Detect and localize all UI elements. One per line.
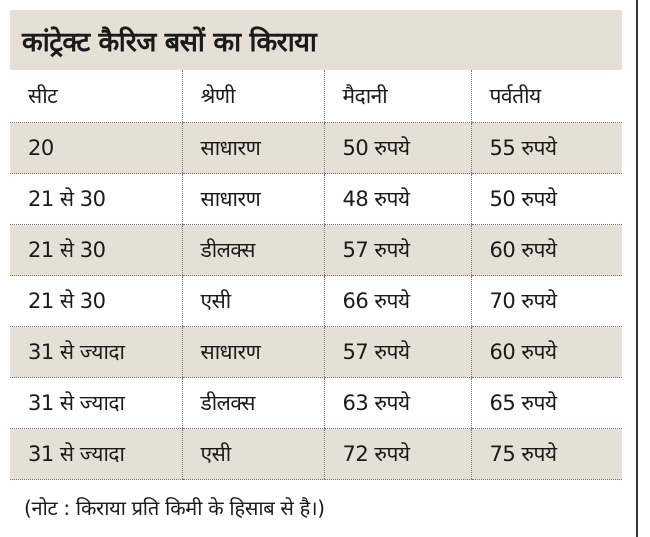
header-row [10,70,622,123]
cell-hills-fare: 70 रुपये [471,276,622,327]
cell-hills-fare: 65 रुपये [471,378,622,429]
fare-table-card [10,10,622,534]
cell-plains-fare: 50 रुपये [324,123,471,174]
cell-plains-fare: 72 रुपये [324,429,471,480]
column-header-category: श्रेणी [182,70,324,123]
cell-hills-fare: 55 रुपये [471,123,622,174]
cell-hills-fare: 60 रुपये [471,327,622,378]
cell-category: साधारण [182,123,324,174]
table-row [10,123,622,174]
cell-plains-fare: 57 रुपये [324,327,471,378]
footnote: (नोट : किराया प्रति किमी के हिसाब से है।) [24,495,325,520]
cell-hills-fare: 50 रुपये [471,174,622,225]
cell-plains-fare: 66 रुपये [324,276,471,327]
cell-seat: 20 [10,123,182,174]
cell-category: डीलक्स [182,225,324,276]
cell-seat: 21 से 30 [10,174,182,225]
page-edge-rule [636,0,638,537]
table-row [10,276,622,327]
cell-seat: 31 से ज्यादा [10,327,182,378]
column-header-plains: मैदानी [324,70,471,123]
cell-seat: 21 से 30 [10,225,182,276]
table-row [10,429,622,480]
column-header-seat: सीट [10,70,182,123]
table-row [10,225,622,276]
cell-seat: 21 से 30 [10,276,182,327]
cell-plains-fare: 48 रुपये [324,174,471,225]
table-row [10,174,622,225]
table-row [10,327,622,378]
cell-category: साधारण [182,327,324,378]
column-header-hills: पर्वतीय [471,70,622,123]
cell-seat: 31 से ज्यादा [10,378,182,429]
cell-category: एसी [182,276,324,327]
cell-plains-fare: 57 रुपये [324,225,471,276]
cell-plains-fare: 63 रुपये [324,378,471,429]
cell-seat: 31 से ज्यादा [10,429,182,480]
table-row [10,378,622,429]
fare-table [10,70,622,480]
cell-category: एसी [182,429,324,480]
cell-hills-fare: 75 रुपये [471,429,622,480]
cell-category: साधारण [182,174,324,225]
cell-hills-fare: 60 रुपये [471,225,622,276]
table-title: कांट्रेक्ट कैरिज बसों का किराया [10,10,622,70]
cell-category: डीलक्स [182,378,324,429]
